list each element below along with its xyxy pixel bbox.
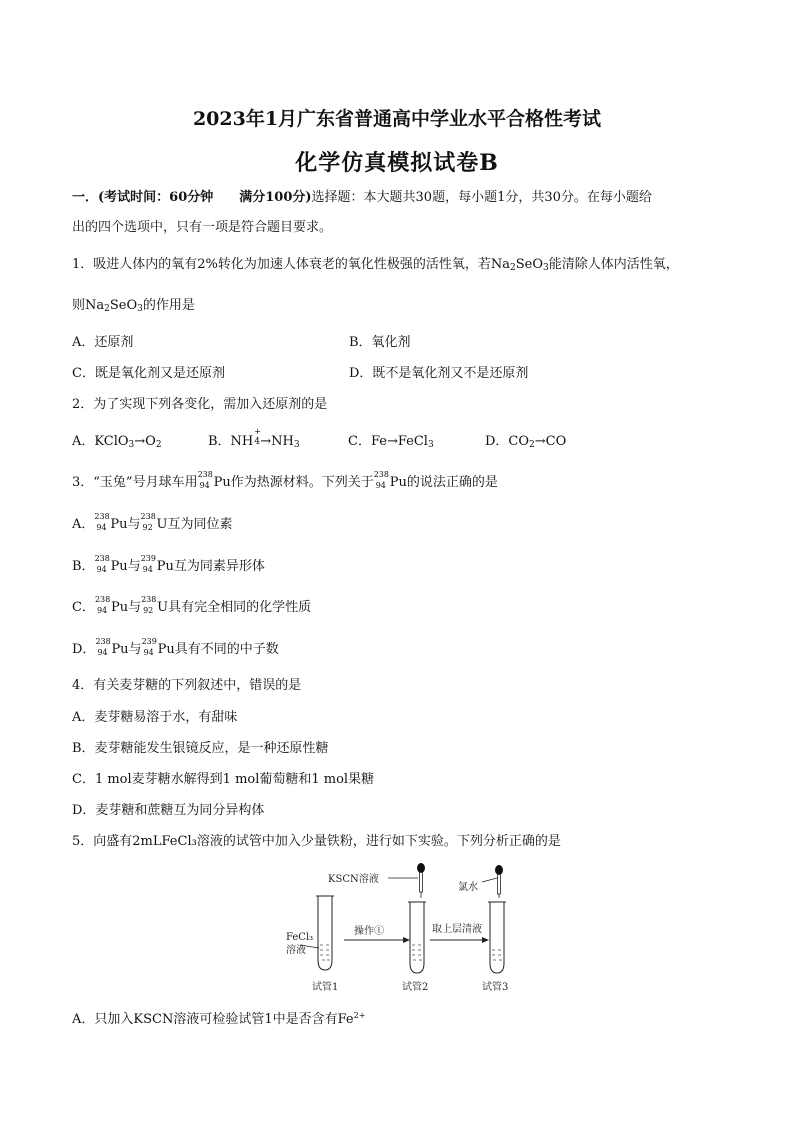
arrow-1 <box>344 937 410 943</box>
q3-option-a: A． 238 94 Pu与 238 92 U互为同位素 <box>72 512 233 532</box>
nuclide-pu238: 238 94 <box>197 470 213 490</box>
q1-text-a: 1．吸进人体内的氧有2%转化为加速人体衰老的氧化性极强的活性氧，若 <box>72 257 491 272</box>
q2-option-c: C．Fe→FeCl$_3$ <box>348 434 434 450</box>
q4-option-c: C．1 mol麦芽糖水解得到1 mol葡萄糖和1 mol果糖 <box>72 772 375 787</box>
label-tube1: 试管1 <box>312 982 339 993</box>
q1-option-b: B．氧化剂 <box>349 335 411 350</box>
section-desc-1: 选择题：本大题共30题，每小题1分，共30分。在每小题给 <box>311 190 652 205</box>
page-subtitle: 化学仿真模拟试卷B <box>295 150 499 176</box>
page-title: 2023年1月广东省普通高中学业水平合格性考试 <box>192 108 602 130</box>
label-kscn: KSCN溶液 <box>328 874 379 885</box>
label-tube3: 试管3 <box>482 982 509 993</box>
q2-option-b: B．NH + 4 $\to NH_3$ <box>208 427 300 450</box>
section-prefix: 一．(考试时间：60分钟 满分100分) <box>72 190 312 205</box>
test-tube-2 <box>408 902 426 973</box>
q3-option-d: D． 238 94 Pu与 239 94 Pu具有不同的中子数 <box>72 637 279 657</box>
q1-option-d: D．既不是氧化剂又不是还原剂 <box>349 366 529 381</box>
q1-stem-line2: 则$Na_2SeO_3$的作用是 <box>72 298 195 314</box>
dropper-kscn <box>417 863 425 898</box>
test-tube-3 <box>488 902 506 973</box>
label-fecl3: FeCl₃ <box>286 932 314 943</box>
q3-stem: 3．“玉兔”号月球车用 238 94 Pu作为热源材料。下列关于 238 94 Pu的说法正确的是 <box>72 470 498 490</box>
q4-option-b: B．麦芽糖能发生银镜反应，是一种还原性糖 <box>72 741 329 756</box>
q3-option-c: C． 238 94 Pu与 238 92 U具有完全相同的化学性质 <box>72 595 312 615</box>
q4-option-a: A．麦芽糖易溶于水，有甜味 <box>72 710 238 725</box>
q1-stem-line1 <box>72 253 679 273</box>
q2-option-a: A．$KClO_3\to O_2$ <box>72 434 162 450</box>
experiment-diagram <box>270 860 530 1000</box>
nuclide-pu238: 238 94 <box>373 470 389 490</box>
label-step2: 取上层清液 <box>432 924 482 935</box>
q1-option-a: A．还原剂 <box>72 335 134 350</box>
label-fecl3-solution: 溶液 <box>286 945 306 956</box>
dropper-chlorine <box>495 865 503 898</box>
label-tube2: 试管2 <box>402 982 429 993</box>
chlorine-pointer <box>482 878 497 882</box>
q4-stem: 4．有关麦芽糖的下列叙述中，错误的是 <box>72 678 302 693</box>
test-tube-1 <box>316 896 334 970</box>
q4-option-d: D．麦芽糖和蔗糖互为同分异构体 <box>72 803 265 818</box>
arrow-2 <box>430 937 489 943</box>
q5-stem: 5．向盛有2mLFeCl₃溶液的试管中加入少量铁粉，进行如下实验。下列分析正确的是 <box>72 834 561 849</box>
q3-option-b: B． 238 94 Pu与 239 94 Pu互为同素异形体 <box>72 554 265 574</box>
q5-option-a: A．只加入KSCN溶液可检验试管1中是否含有$Fe^{2+}$ <box>72 1011 366 1027</box>
q1-compound-2: $Na_2SeO_3$ <box>85 298 143 314</box>
q1-compound: $Na_2SeO_3$ <box>490 257 549 273</box>
label-chlorine: 氯水 <box>458 882 478 893</box>
section-desc-2: 出的四个选项中，只有一项是符合题目要求。 <box>72 220 333 235</box>
section-header <box>72 186 652 205</box>
q2-stem: 2．为了实现下列各变化，需加入还原剂的是 <box>72 397 328 412</box>
q2-option-d: D．$CO_2\to CO$ <box>485 434 567 450</box>
q1-option-c: C．既是氧化剂又是还原剂 <box>72 366 225 381</box>
label-step1: 操作① <box>354 926 384 937</box>
q1-text-b: 能清除人体内活性氧， <box>548 257 679 272</box>
